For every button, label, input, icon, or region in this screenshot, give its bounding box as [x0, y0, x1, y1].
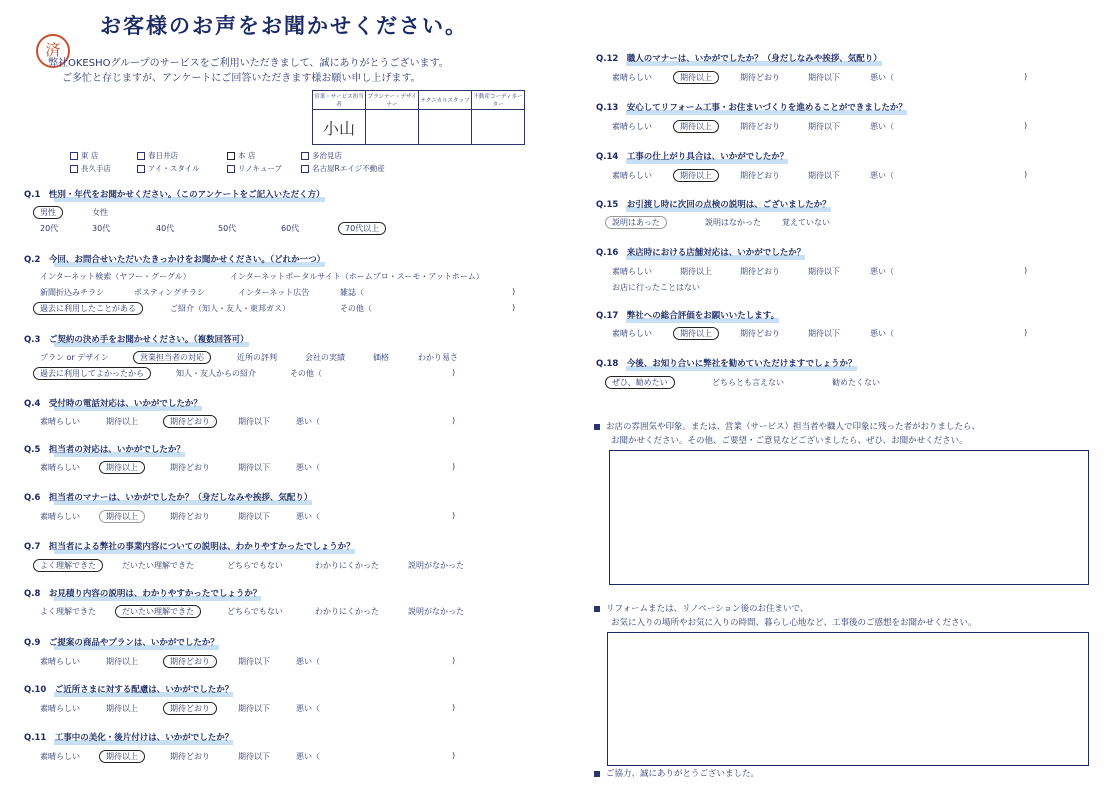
- staff-value-technical[interactable]: [419, 110, 472, 145]
- answer-option[interactable]: 期待どおり: [170, 416, 217, 427]
- answer-option[interactable]: 期待以上: [680, 328, 719, 339]
- store-option[interactable]: 東 店: [70, 150, 98, 161]
- answer-option[interactable]: 悪い（: [296, 512, 320, 521]
- checkbox[interactable]: [301, 152, 309, 160]
- footer-thanks: ご協力、誠にありがとうございました。: [594, 767, 759, 779]
- answer-option[interactable]: 期待以上: [106, 511, 145, 522]
- answer-option[interactable]: 素晴らしい: [612, 329, 652, 338]
- answer-option[interactable]: 悪い（: [296, 704, 320, 713]
- answer-option[interactable]: よく理解できた: [40, 607, 96, 616]
- answer-option[interactable]: 期待どおり: [170, 512, 210, 521]
- question-10: Q.10 ご近所さまに対する配慮は、いかがでしたか？: [24, 685, 234, 695]
- question-6: Q.6 担当者のマナーは、いかがでしたか？（身だしなみや挨拶、気配り）: [24, 493, 313, 503]
- answer-option[interactable]: 覚えていない: [782, 218, 830, 227]
- close-paren: ): [452, 703, 456, 712]
- intro-line-2: ご多忙と存じますが、アンケートにご回答いただきます様お願い申し上げます。: [62, 73, 421, 84]
- checkbox[interactable]: [137, 165, 145, 173]
- answer-option[interactable]: 悪い（: [870, 329, 894, 338]
- answer-option[interactable]: 素晴らしい: [612, 122, 652, 131]
- answer-option[interactable]: 説明がなかった: [408, 561, 464, 570]
- answer-option[interactable]: どちらでもない: [227, 607, 283, 616]
- answer-option[interactable]: 期待以下: [238, 417, 270, 426]
- answer-option[interactable]: 期待どおり: [170, 703, 217, 714]
- answer-option[interactable]: 価格: [373, 353, 389, 362]
- answer-option[interactable]: 説明はあった: [612, 217, 667, 228]
- answer-option[interactable]: 期待以下: [238, 704, 270, 713]
- checkbox[interactable]: [301, 165, 309, 173]
- close-paren: ): [1024, 121, 1028, 130]
- answer-option[interactable]: ポスティングチラシ: [134, 288, 206, 297]
- close-paren: ): [512, 303, 516, 312]
- question-8: Q.8 お見積り内容の説明は、わかりやすかったでしょうか？: [24, 589, 262, 599]
- close-paren: ): [452, 751, 456, 760]
- answer-option[interactable]: 悪い（: [296, 463, 320, 472]
- answer-option[interactable]: 勧めたくない: [832, 378, 880, 387]
- answer-option[interactable]: 期待以上: [106, 704, 138, 713]
- answer-option[interactable]: だいたい理解できた: [122, 561, 194, 570]
- answer-option[interactable]: 期待以上: [106, 417, 138, 426]
- answer-option[interactable]: 期待以上: [680, 72, 719, 83]
- store-option[interactable]: アイ・スタイル: [137, 163, 200, 174]
- staff-header-technical: テクニカルスタッフ: [419, 91, 472, 110]
- answer-option[interactable]: 素晴らしい: [40, 752, 80, 761]
- staff-value-planner[interactable]: [366, 110, 419, 145]
- answer-option[interactable]: 近所の評判: [237, 353, 277, 362]
- answer-option[interactable]: 会社の実績: [305, 353, 345, 362]
- answer-option[interactable]: ご紹介（知人・友人・東邦ガス）: [170, 304, 290, 313]
- bullet-square-icon: [594, 424, 600, 430]
- answer-option[interactable]: 悪い（: [296, 417, 320, 426]
- answer-option[interactable]: 期待どおり: [740, 122, 780, 131]
- answer-option[interactable]: 素晴らしい: [40, 512, 80, 521]
- answer-option[interactable]: 雑誌（: [340, 288, 364, 297]
- answer-option[interactable]: 素晴らしい: [40, 704, 80, 713]
- answer-option[interactable]: 期待どおり: [740, 329, 780, 338]
- answer-option[interactable]: 素晴らしい: [40, 657, 80, 666]
- answer-option[interactable]: 期待以上: [106, 657, 138, 666]
- answer-option[interactable]: 悪い（: [870, 171, 894, 180]
- answer-option[interactable]: 期待以上: [680, 121, 719, 132]
- answer-option[interactable]: 50代: [218, 224, 237, 233]
- answer-option[interactable]: 30代: [92, 224, 111, 233]
- question-15: Q.15 お引渡し時に次回の点検の説明は、ございましたか？: [596, 200, 831, 210]
- answer-option[interactable]: 期待以上: [106, 751, 145, 762]
- staff-table: [312, 90, 525, 145]
- answer-option[interactable]: よく理解できた: [40, 560, 103, 571]
- answer-option[interactable]: わかり易さ: [418, 353, 458, 362]
- answer-option[interactable]: インターネットポータルサイト（ホームプロ・スーモ・アットホーム）: [230, 272, 484, 281]
- answer-option[interactable]: 悪い（: [296, 752, 320, 761]
- answer-option[interactable]: 期待以下: [238, 657, 270, 666]
- staff-value-realestate[interactable]: [472, 110, 525, 145]
- answer-option[interactable]: 悪い（: [870, 73, 894, 82]
- comment-box-2[interactable]: [607, 632, 1089, 766]
- answer-option[interactable]: 期待以下: [238, 752, 270, 761]
- question-12: Q.12 職人のマナーは、いかがでしたか？（身だしなみや挨拶、気配り）: [596, 54, 882, 64]
- answer-option[interactable]: 40代: [156, 224, 175, 233]
- comment-prompt-1: お店の雰囲気や印象。または、営業（サービス）担当者や職人で印象に残った者がおりましたら、: [594, 420, 980, 432]
- bullet-square-icon: [594, 771, 600, 777]
- answer-option[interactable]: 期待どおり: [740, 171, 780, 180]
- close-paren: ): [1024, 72, 1028, 81]
- answer-option[interactable]: 素晴らしい: [612, 267, 652, 276]
- close-paren: ): [452, 656, 456, 665]
- answer-option[interactable]: 過去に利用してよかったから: [40, 368, 151, 379]
- answer-option[interactable]: お店に行ったことはない: [612, 283, 700, 292]
- close-paren: ): [1024, 328, 1028, 337]
- store-option[interactable]: 本 店: [227, 150, 255, 161]
- answer-option[interactable]: 期待どおり: [740, 267, 780, 276]
- question-9: Q.9 ご提案の商品やプランは、いかがでしたか？: [24, 638, 219, 648]
- close-paren: ): [512, 287, 516, 296]
- answer-option[interactable]: 説明がなかった: [408, 607, 464, 616]
- answer-option[interactable]: 期待どおり: [170, 463, 210, 472]
- answer-option[interactable]: 男性: [40, 207, 63, 218]
- answer-option[interactable]: 期待以下: [808, 329, 840, 338]
- answer-option[interactable]: どちらとも言えない: [712, 378, 784, 387]
- answer-option[interactable]: 期待以下: [808, 73, 840, 82]
- answer-option[interactable]: 知人・友人からの紹介: [176, 369, 256, 378]
- question-1: Q.1 性別・年代をお聞かせください。（このアンケートをご記入いただく方）: [24, 190, 325, 200]
- answer-option[interactable]: 素晴らしい: [612, 171, 652, 180]
- answer-option[interactable]: 期待どおり: [170, 752, 210, 761]
- page-title: お客様のお声をお聞かせください。: [100, 14, 468, 38]
- answer-option[interactable]: わかりにくかった: [315, 607, 379, 616]
- answer-option[interactable]: その他（: [340, 304, 372, 313]
- checkbox[interactable]: [227, 165, 235, 173]
- question-13: Q.13 安心してリフォーム工事・お住まいづくりを進めることができましたか？: [596, 103, 907, 113]
- checkbox[interactable]: [70, 152, 78, 160]
- question-17: Q.17 弊社への総合評価をお願いいたします。: [596, 311, 780, 321]
- comment-box-1[interactable]: [609, 450, 1089, 585]
- checkbox[interactable]: [227, 152, 235, 160]
- answer-option[interactable]: プラン or デザイン: [40, 353, 109, 362]
- answer-option[interactable]: だいたい理解できた: [122, 606, 201, 617]
- answer-option[interactable]: 説明はなかった: [705, 218, 761, 227]
- answer-option[interactable]: 期待以下: [808, 122, 840, 131]
- answer-option[interactable]: 新聞折込みチラシ: [40, 288, 104, 297]
- close-paren: ): [452, 368, 456, 377]
- close-paren: ): [1024, 170, 1028, 179]
- answer-option[interactable]: 素晴らしい: [40, 463, 80, 472]
- answer-option[interactable]: 期待以上: [680, 170, 719, 181]
- answer-option[interactable]: 期待以下: [808, 171, 840, 180]
- question-5: Q.5 担当者の対応は、いかがでしたか？: [24, 445, 185, 455]
- staff-header-planner: プランナー・デザイナー: [366, 91, 419, 110]
- question-14: Q.14 工事の仕上がり具合は、いかがでしたか？: [596, 152, 789, 162]
- comment-prompt-2: リフォームまたは、リノベーション後のお住まいで、: [594, 602, 808, 614]
- answer-option[interactable]: 20代: [40, 224, 59, 233]
- store-option[interactable]: 春日井店: [137, 150, 178, 161]
- answer-option[interactable]: 悪い（: [870, 267, 894, 276]
- seal-stamp: 済: [36, 34, 70, 68]
- store-option[interactable]: リノキューブ: [227, 163, 282, 174]
- checkbox[interactable]: [137, 152, 145, 160]
- comment-prompt-1b: お聞かせください。その他、ご要望・ご意見などございましたら、ぜひ、お聞かせください。: [611, 436, 968, 446]
- store-option[interactable]: 多治見店: [301, 150, 342, 161]
- answer-option[interactable]: 60代: [281, 224, 300, 233]
- answer-option[interactable]: 悪い（: [870, 122, 894, 131]
- answer-option[interactable]: どちらでもない: [227, 561, 283, 570]
- answer-option[interactable]: 素晴らしい: [40, 417, 80, 426]
- answer-option[interactable]: わかりにくかった: [315, 561, 379, 570]
- answer-option[interactable]: その他（: [290, 369, 322, 378]
- answer-option[interactable]: 期待以下: [238, 512, 270, 521]
- answer-option[interactable]: 期待どおり: [170, 656, 217, 667]
- answer-option[interactable]: 期待以下: [238, 463, 270, 472]
- store-option[interactable]: 名古屋Rエイジ不動産: [301, 163, 385, 174]
- answer-option[interactable]: 素晴らしい: [612, 73, 652, 82]
- intro-line-1: 弊社OKESHOグループのサービスをご利用いただきまして、誠にありがとうございます。: [48, 58, 449, 69]
- question-7: Q.7 担当者による弊社の事業内容についての説明は、わかりやすかったでしょうか？: [24, 542, 355, 552]
- question-11: Q.11 工事中の美化・後片付けは、いかがでしたか？: [24, 733, 234, 743]
- staff-header-sales: 営業・サービス担当者: [313, 91, 366, 110]
- staff-value-sales[interactable]: 小山: [313, 110, 366, 145]
- comment-prompt-2b: お気に入りの場所やお気に入りの時間、暮らし心地など、工事後のご感想をお聞かせください。: [611, 618, 977, 628]
- answer-option[interactable]: ぜひ、勧めたい: [612, 377, 675, 388]
- answer-option[interactable]: インターネット検索（ヤフー・グーグル）: [40, 272, 191, 281]
- question-16: Q.16 来店時における店舗対応は、いかがでしたか？: [596, 248, 806, 258]
- checkbox[interactable]: [70, 165, 78, 173]
- close-paren: ): [452, 511, 456, 520]
- answer-option[interactable]: 過去に利用したことがある: [40, 303, 143, 314]
- staff-header-realestate: 不動産コーディネーター: [472, 91, 525, 110]
- close-paren: ): [452, 462, 456, 471]
- answer-option[interactable]: 悪い（: [296, 657, 320, 666]
- answer-option[interactable]: 期待どおり: [740, 73, 780, 82]
- answer-option[interactable]: 期待以下: [808, 267, 840, 276]
- close-paren: ): [1024, 266, 1028, 275]
- answer-option[interactable]: 期待以上: [106, 462, 145, 473]
- store-option[interactable]: 長久手店: [70, 163, 111, 174]
- answer-option[interactable]: 期待以上: [680, 267, 712, 276]
- question-3: Q.3 ご契約の決め手をお聞かせください。（複数回答可）: [24, 335, 249, 345]
- answer-option[interactable]: 営業担当者の対応: [140, 352, 211, 363]
- answer-option[interactable]: インターネット広告: [238, 288, 310, 297]
- close-paren: ): [452, 416, 456, 425]
- bullet-square-icon: [594, 606, 600, 612]
- question-18: Q.18 今後、お知り合いに弊社を勧めていただけますでしょうか？: [596, 359, 857, 369]
- question-2: Q.2 今回、お問合せいただいたきっかけをお聞かせください。（どれか一つ）: [24, 255, 326, 265]
- answer-option[interactable]: 70代以上: [345, 223, 386, 234]
- answer-option[interactable]: 女性: [92, 208, 108, 217]
- question-4: Q.4 受付時の電話対応は、いかがでしたか？: [24, 399, 202, 409]
